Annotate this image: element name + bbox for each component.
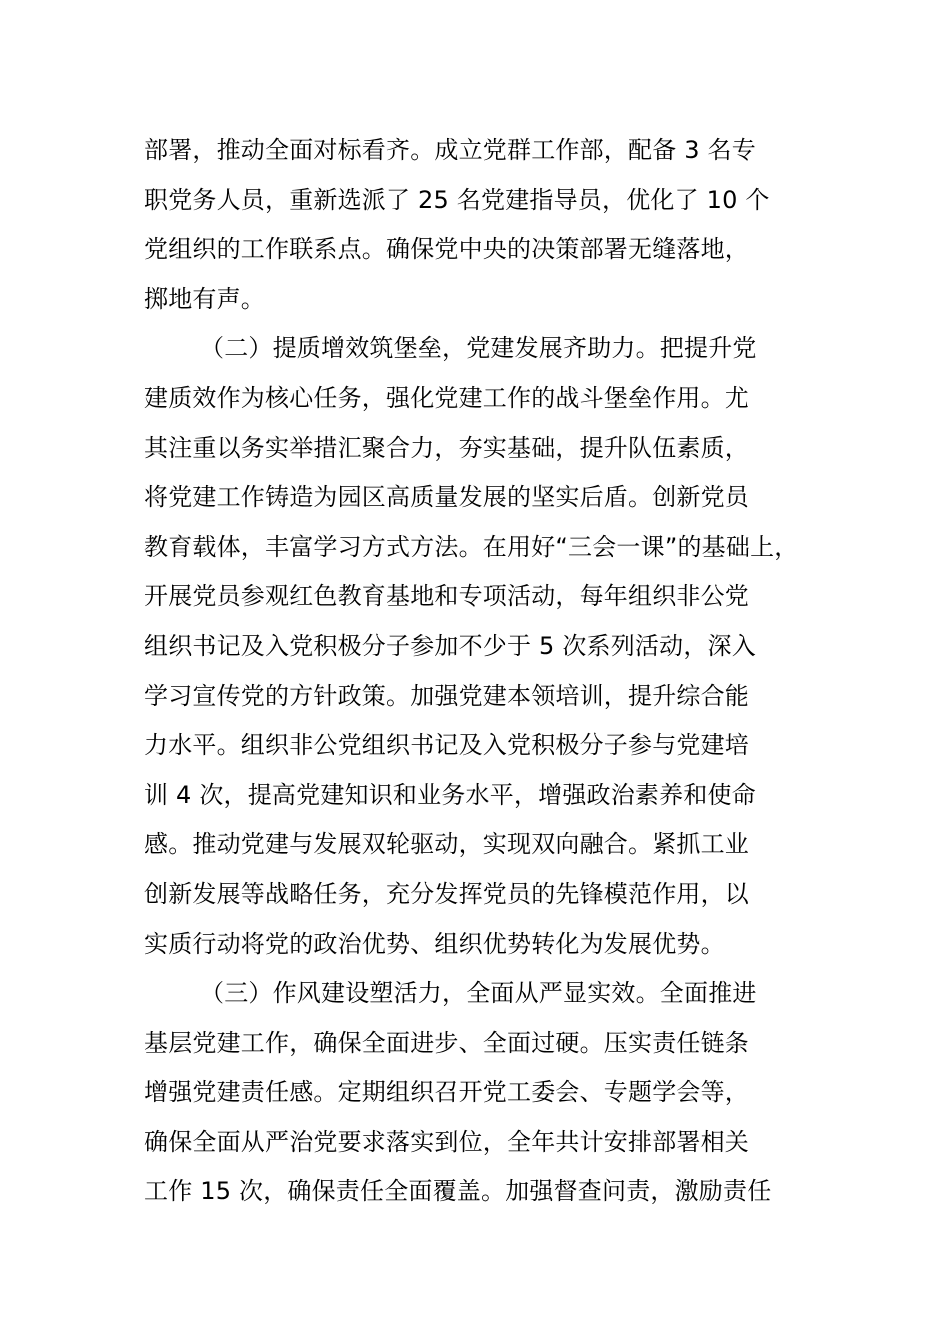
text-line: 增强党建责任感。定期组织召开党工委会、专题学会等， [144, 1078, 749, 1107]
text-line: 工作 15 次，确保责任全面覆盖。加强督查问责，激励责任 [144, 1177, 772, 1206]
text-line: 学习宣传党的方针政策。加强党建本领培训，提升综合能 [144, 681, 749, 710]
text-line: 其注重以务实举措汇聚合力，夯实基础，提升队伍素质， [144, 433, 749, 462]
text-line: 创新发展等战略任务，充分发挥党员的先锋模范作用，以 [144, 879, 749, 908]
text-line: 将党建工作铸造为园区高质量发展的坚实后盾。创新党员 [144, 483, 749, 512]
text-line: 部署，推动全面对标看齐。成立党群工作部，配备 3 名专 [144, 136, 756, 164]
text-line: 确保全面从严治党要求落实到位，全年共计安排部署相关 [144, 1127, 749, 1156]
text-line: 力水平。组织非公党组织书记及入党积极分子参与党建培 [144, 731, 749, 760]
text-line: 实质行动将党的政治优势、组织优势转化为发展优势。 [144, 929, 725, 958]
text-line: 基层党建工作，确保全面进步、全面过硬。压实责任链条 [144, 1028, 749, 1057]
text-line: 组织书记及入党积极分子参加不少于 5 次系列活动，深入 [144, 631, 756, 660]
text-line: 教育载体，丰富学习方式方法。在用好“三会一课”的基础上， [144, 532, 799, 561]
text-line: 训 4 次，提高党建知识和业务水平，增强政治素养和使命 [144, 780, 756, 809]
text-line: 开展党员参观红色教育基地和专项活动，每年组织非公党 [144, 582, 749, 611]
section-heading-line: （三）作风建设塑活力，全面从严显实效。全面推进 [200, 979, 757, 1008]
section-heading-line: （二）提质增效筑堡垒，党建发展齐助力。把提升党 [200, 334, 757, 363]
text-line: 党组织的工作联系点。确保党中央的决策部署无缝落地， [144, 235, 749, 264]
text-line: 建质效作为核心任务，强化党建工作的战斗堡垒作用。尤 [144, 383, 749, 412]
body-text [144, 126, 814, 1217]
text-line: 职党务人员，重新选派了 25 名党建指导员，优化了 10 个 [144, 185, 770, 214]
text-line: 掷地有声。 [144, 284, 265, 313]
text-line: 感。推动党建与发展双轮驱动，实现双向融合。紧抓工业 [144, 830, 749, 859]
